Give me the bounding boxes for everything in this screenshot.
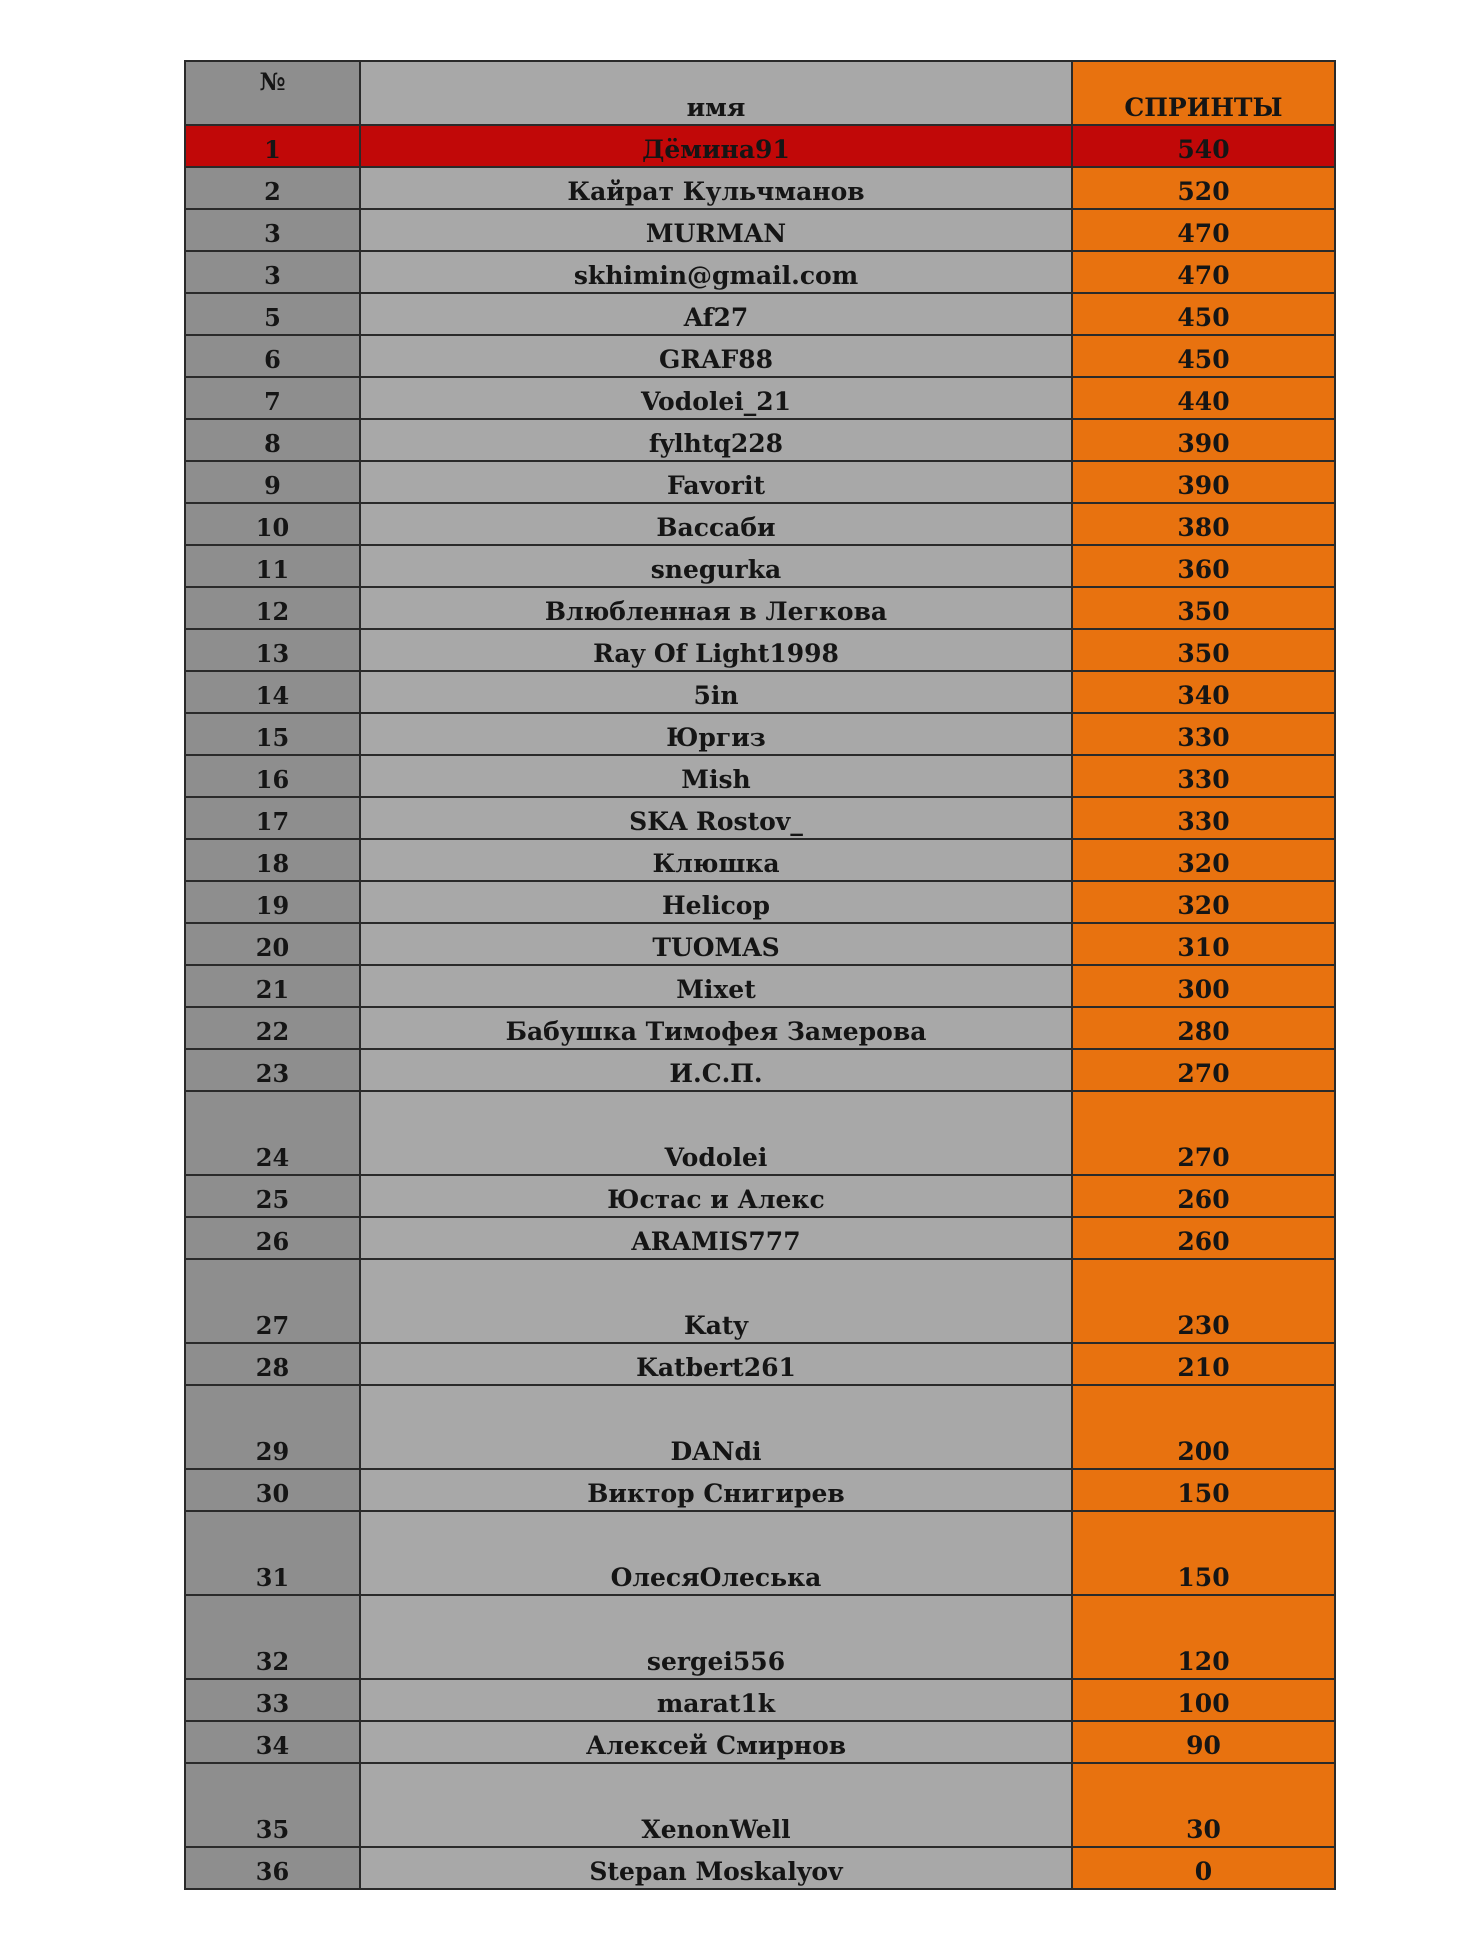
row-number: 20 xyxy=(185,923,360,965)
row-number: 11 xyxy=(185,545,360,587)
table-row xyxy=(185,1175,1335,1217)
row-number: 17 xyxy=(185,797,360,839)
row-number: 12 xyxy=(185,587,360,629)
table-row xyxy=(185,1091,1335,1175)
row-number: 5 xyxy=(185,293,360,335)
table-row xyxy=(185,293,1335,335)
row-name: marat1k xyxy=(360,1679,1072,1721)
row-score: 330 xyxy=(1072,797,1335,839)
table-row xyxy=(185,1595,1335,1679)
row-name: Ray Of Light1998 xyxy=(360,629,1072,671)
row-number: 15 xyxy=(185,713,360,755)
row-name: ARAMIS777 xyxy=(360,1217,1072,1259)
table-row xyxy=(185,755,1335,797)
table-row xyxy=(185,1721,1335,1763)
row-name: Алексей Смирнов xyxy=(360,1721,1072,1763)
row-name: snegurka xyxy=(360,545,1072,587)
header-name: имя xyxy=(360,61,1072,125)
table-row xyxy=(185,1763,1335,1847)
row-score: 350 xyxy=(1072,629,1335,671)
row-name: Katy xyxy=(360,1259,1072,1343)
table-row xyxy=(185,713,1335,755)
row-number: 36 xyxy=(185,1847,360,1889)
row-score: 0 xyxy=(1072,1847,1335,1889)
row-score: 330 xyxy=(1072,755,1335,797)
row-number: 30 xyxy=(185,1469,360,1511)
table-row xyxy=(185,1511,1335,1595)
row-number: 35 xyxy=(185,1763,360,1847)
row-number: 34 xyxy=(185,1721,360,1763)
row-name: Влюбленная в Легкова xyxy=(360,587,1072,629)
row-name: Mixet xyxy=(360,965,1072,1007)
row-number: 28 xyxy=(185,1343,360,1385)
table-row xyxy=(185,1049,1335,1091)
row-name: XenonWell xyxy=(360,1763,1072,1847)
table-row xyxy=(185,251,1335,293)
row-name: Бабушка Тимофея Замерова xyxy=(360,1007,1072,1049)
row-number: 10 xyxy=(185,503,360,545)
row-score: 100 xyxy=(1072,1679,1335,1721)
row-score: 380 xyxy=(1072,503,1335,545)
row-name: Юргиз xyxy=(360,713,1072,755)
row-number: 24 xyxy=(185,1091,360,1175)
header-number: № xyxy=(185,61,360,125)
row-score: 260 xyxy=(1072,1217,1335,1259)
row-score: 390 xyxy=(1072,461,1335,503)
row-number: 18 xyxy=(185,839,360,881)
row-score: 300 xyxy=(1072,965,1335,1007)
row-name: Клюшка xyxy=(360,839,1072,881)
row-number: 31 xyxy=(185,1511,360,1595)
rating-table xyxy=(184,60,1336,1890)
row-name: SKA Rostov_ xyxy=(360,797,1072,839)
row-number: 3 xyxy=(185,251,360,293)
row-score: 270 xyxy=(1072,1049,1335,1091)
table-row xyxy=(185,881,1335,923)
row-number: 6 xyxy=(185,335,360,377)
row-name: Vodolei_21 xyxy=(360,377,1072,419)
row-number: 3 xyxy=(185,209,360,251)
row-number: 1 xyxy=(185,125,360,167)
row-name: Mish xyxy=(360,755,1072,797)
row-name: sergei556 xyxy=(360,1595,1072,1679)
row-score: 230 xyxy=(1072,1259,1335,1343)
row-name: GRAF88 xyxy=(360,335,1072,377)
row-name: Stepan Moskalyov xyxy=(360,1847,1072,1889)
table-body xyxy=(185,125,1335,1889)
table-row xyxy=(185,1679,1335,1721)
row-score: 470 xyxy=(1072,209,1335,251)
table-row xyxy=(185,377,1335,419)
table-row xyxy=(185,209,1335,251)
row-score: 360 xyxy=(1072,545,1335,587)
table-row xyxy=(185,629,1335,671)
row-score: 30 xyxy=(1072,1763,1335,1847)
row-number: 26 xyxy=(185,1217,360,1259)
row-score: 210 xyxy=(1072,1343,1335,1385)
row-name: skhimin@gmail.com xyxy=(360,251,1072,293)
row-number: 29 xyxy=(185,1385,360,1469)
row-name: fylhtq228 xyxy=(360,419,1072,461)
row-score: 540 xyxy=(1072,125,1335,167)
row-number: 7 xyxy=(185,377,360,419)
row-number: 2 xyxy=(185,167,360,209)
row-name: Favorit xyxy=(360,461,1072,503)
row-score: 150 xyxy=(1072,1469,1335,1511)
row-number: 22 xyxy=(185,1007,360,1049)
table-header-row xyxy=(185,61,1335,125)
row-name: Вассаби xyxy=(360,503,1072,545)
row-score: 280 xyxy=(1072,1007,1335,1049)
row-score: 150 xyxy=(1072,1511,1335,1595)
row-score: 470 xyxy=(1072,251,1335,293)
row-number: 8 xyxy=(185,419,360,461)
row-score: 90 xyxy=(1072,1721,1335,1763)
row-score: 440 xyxy=(1072,377,1335,419)
row-name: Helicop xyxy=(360,881,1072,923)
row-number: 27 xyxy=(185,1259,360,1343)
row-score: 270 xyxy=(1072,1091,1335,1175)
row-score: 120 xyxy=(1072,1595,1335,1679)
table-row xyxy=(185,1385,1335,1469)
row-number: 32 xyxy=(185,1595,360,1679)
row-number: 33 xyxy=(185,1679,360,1721)
table-row xyxy=(185,461,1335,503)
row-score: 200 xyxy=(1072,1385,1335,1469)
row-score: 450 xyxy=(1072,335,1335,377)
row-name: TUOMAS xyxy=(360,923,1072,965)
table-row xyxy=(185,1217,1335,1259)
table-row xyxy=(185,587,1335,629)
row-name: Кайрат Кульчманов xyxy=(360,167,1072,209)
row-score: 450 xyxy=(1072,293,1335,335)
row-name: DANdi xyxy=(360,1385,1072,1469)
table-row xyxy=(185,419,1335,461)
row-name: Af27 xyxy=(360,293,1072,335)
table-row xyxy=(185,1343,1335,1385)
row-score: 310 xyxy=(1072,923,1335,965)
row-score: 320 xyxy=(1072,881,1335,923)
table-row xyxy=(185,923,1335,965)
row-number: 19 xyxy=(185,881,360,923)
row-name: Vodolei xyxy=(360,1091,1072,1175)
table-row xyxy=(185,965,1335,1007)
row-name: Юстас и Алекс xyxy=(360,1175,1072,1217)
row-number: 21 xyxy=(185,965,360,1007)
table-row xyxy=(185,1847,1335,1889)
table-row xyxy=(185,671,1335,713)
row-score: 330 xyxy=(1072,713,1335,755)
table-row xyxy=(185,797,1335,839)
row-name: MURMAN xyxy=(360,209,1072,251)
row-number: 13 xyxy=(185,629,360,671)
row-score: 340 xyxy=(1072,671,1335,713)
row-name: Виктор Снигирев xyxy=(360,1469,1072,1511)
row-name: 5in xyxy=(360,671,1072,713)
row-score: 260 xyxy=(1072,1175,1335,1217)
row-name: Katbert261 xyxy=(360,1343,1072,1385)
row-score: 390 xyxy=(1072,419,1335,461)
table-row xyxy=(185,1259,1335,1343)
table-row xyxy=(185,125,1335,167)
row-score: 350 xyxy=(1072,587,1335,629)
table-row xyxy=(185,1007,1335,1049)
table-row xyxy=(185,335,1335,377)
header-score: СПРИНТЫ xyxy=(1072,61,1335,125)
row-number: 25 xyxy=(185,1175,360,1217)
row-name: Дёмина91 xyxy=(360,125,1072,167)
table-row xyxy=(185,839,1335,881)
table-row xyxy=(185,1469,1335,1511)
row-number: 16 xyxy=(185,755,360,797)
table-row xyxy=(185,503,1335,545)
table-row xyxy=(185,545,1335,587)
row-score: 520 xyxy=(1072,167,1335,209)
row-name: ОлесяОлеська xyxy=(360,1511,1072,1595)
row-number: 23 xyxy=(185,1049,360,1091)
row-score: 320 xyxy=(1072,839,1335,881)
table-row xyxy=(185,167,1335,209)
row-number: 9 xyxy=(185,461,360,503)
row-name: И.С.П. xyxy=(360,1049,1072,1091)
row-number: 14 xyxy=(185,671,360,713)
